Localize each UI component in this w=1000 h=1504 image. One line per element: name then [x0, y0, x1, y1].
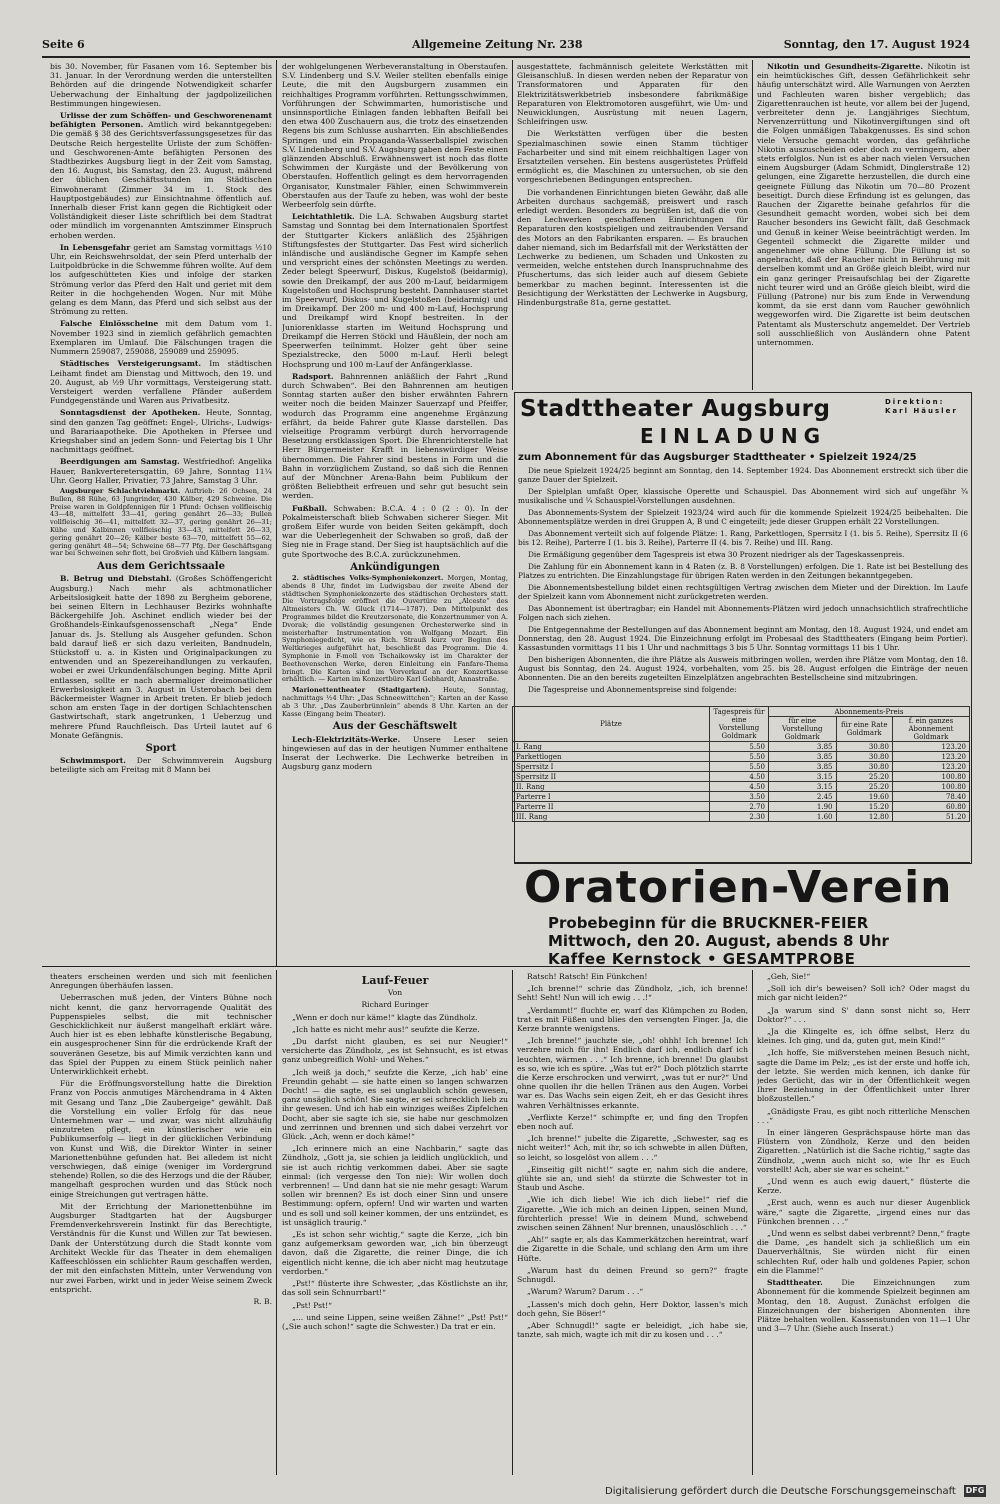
- story-text: „Einseitig gilt nicht!“ sagte er, nahm sich die andere, glühte sie an, und sieh! da stürzte die Schwester tot in Staub und Asche.: [517, 1164, 748, 1193]
- price-cell-platz: Parkettlogen: [513, 752, 710, 762]
- story-text: „Ich brenne!“ jauchzte sie, „oh! ohhh! Ich brenne! Ich verzehre mich für ihn! Endlich darf ich, endlich darf ich leuchten, wärmen . . .“ Ich brenne, ich brenne! Du glaubst es so, wie ich es spüre. „Was tut er?“ Doch plötzlich starrte die Kerze erschrocken und verwirrt, „was tut er nur?“ Und ohne quollen ihr die hellen Tränen aus den Augen. Vorbei war es. Das Wachs sein eigen Zeit, eh er das Gesicht ihres wahren Verhältnisses erkannte.: [517, 1036, 748, 1110]
- price-cell-v: 2.45: [769, 792, 837, 802]
- story-text: „Ja die Klingelte es, ich öffne selbst, Herz du kleines. Ich ging, und da, guten gut, mein Kind!“: [757, 1027, 970, 1046]
- column-rule: [276, 970, 277, 1475]
- theater-paragraph: Die neue Spielzeit 1924/25 beginnt am Sonntag, den 14. September 1924. Das Abonnement erstreckt sich über die ganze Dauer der Spielzeit.: [518, 466, 968, 484]
- price-cell-v: 3.85: [769, 752, 837, 762]
- article-text: Im städtischen Leihamt findet am Dienstag und Mittwoch, den 19. und 20. August, ab ½9 Uhr vormittags, Versteigerung statt. Versteigert werden verfallene Pfänder außerdem Fundgegenstände und Waren aus Privatbesitz.: [50, 359, 272, 406]
- lower-column-4: [757, 972, 970, 1472]
- price-row: [513, 742, 970, 752]
- price-cell-r: 30.80: [836, 742, 892, 752]
- story-text: „Ich hoffe, Sie mißverstehen meinen Besuch nicht, sagte die Dame im Pelz; „es ist der erste und hoffe ich, der letzte. Sie werden mich kennen, ich danke für jedes Gerücht, das wir in der Öffentlichkeit wegen Ihrer Beziehung in der Öffentlichkeit unter Ihrer bloßzustellen.“: [757, 1048, 970, 1104]
- theater-text: [518, 466, 968, 702]
- page-header: [42, 38, 970, 56]
- article-text: Die vorhandenen Einrichtungen bieten Gewähr, daß alle Arbeiten durchaus sachgemäß, preiswert und rasch erledigt werden. Besonders zu begrüßen ist, daß die von den Lechwerken geschaffenen Einrichtungen für Reparaturen den kostspieligen und zeitraubenden Versand des Motors an den Fabrikanten ersparen. — Es brauchen daher niemand, sich im Bedarfsfall mit der Werkstätten der Lechwerke zu bedienen, um Schaden und Unkosten zu vermeiden, welche entstehen durch Inanspruchnahme des Pfuschertums, das sich leider auch auf diesem Gebiete bemerkbar zu machen beginnt. Interessenten ist die Besichtigung der Werkstätten der Lechwerke in Augsburg, Hindenburgstraße 81a, gerne gestattet.: [517, 187, 748, 308]
- price-cell-v: 1.60: [769, 812, 837, 822]
- section-heading: Ankündigungen: [350, 561, 440, 573]
- article-text: Morgen, Montag, abends 8 Uhr, findet im Ludwigsbau der zweite Abend der städtischen Symphoniekonzerte des städtischen Orchesters statt. Die Vortragsfolge eröffnet die Ouvertüre zu „Alceste“ des Altmeisters Ch. W. Gluck (1714—1787). Den Mittelpunkt des Programmes bildet die Kreutzersonate, die Konzertnummer von A. Dvorak; die vollständig gesungenen Orchesterwerke sind in meisterhafter Instrumentation von Wolfgang Mozart. Ein Symphoniegedicht, wie es Rich. Strauß kurz vor Beginn des Weltkrieges aufgeführt hat, beschließt das Programm. Die 4. Symphonie in F-moll von Tschaikowsky ist im Charakter der Beethovenschen Werke, deren Einleitung ein Fanfare-Thema bringt. Die Karten sind im Vorverkauf an der Konzertkasse erhältlich. — Karten im Konzertbüro Karl Gebhardt, Annastraße.: [282, 573, 508, 684]
- price-cell-g: 100.80: [892, 772, 969, 782]
- article-text: Ueberraschen muß jeden, der Vinters Bühne noch nicht kennt, die ganz hervorragende Qualität des Puppenspieles selbst, die mit technischer Geschicklichkeit nur äußerst mangelhaft erklärt wäre. Auch hier ist es eben lebhafte künstlerische Begabung, ein ausgesprochener Sinn für die erdrückende Kraft der souveränen Gesetze, bis auf Mimik verzichten kann und das Spiel der Puppen zu einem Stück peinlich naher Unterwirklichkeit erhebt.: [50, 993, 272, 1077]
- theater-paragraph: Den bisherigen Abonnenten, die ihre Plätze als Ausweis mitbringen wollen, werden ihre Plätze vom Montag, den 18. August bis Sonntag, den 24. August 1924, vorbehalten, vom 25. bis 28. August erfolgen die Einträge der neuen Abonnenten. Die an den bereits zugeteilten Einzelplätzen angebrachten Bestellscheine sind mitzubringen.: [518, 655, 968, 682]
- article-head: Beerdigungen am Samstag.: [60, 457, 180, 467]
- theater-paragraph: Die Abonnementsbestellung bildet einen rechtsgültigen Vertrag zwischen dem Mieter und der Direktion. Im Laufe der Spielzeit kann vom Abonnement nicht zurückgetreten werden.: [518, 583, 968, 601]
- column-rule: [276, 60, 277, 966]
- article-head: B. Betrug und Diebstahl.: [60, 574, 172, 584]
- story-text: „Warum? Warum? Darum . . .“: [527, 1287, 644, 1297]
- theater-direction: Direktion: Karl Häusler: [885, 398, 958, 415]
- price-cell-r: 25.20: [836, 772, 892, 782]
- story-text: Ratsch! Ratsch! Ein Fünkchen!: [527, 972, 648, 981]
- hunting-text: bis 30. November, für Fasanen vom 16. September bis 31. Januar. In der Verordnung werden die unterstellten Behörden auf die dringende Notwendigkeit scharfer Ueberwachung der Einhaltung der jagdpolizeilichen Bestimmungen hingewiesen.: [50, 62, 272, 108]
- theater-invitation: EINLADUNG: [640, 424, 827, 448]
- story-title: Lauf-Feuer: [361, 974, 429, 987]
- signature: R. B.: [253, 1296, 272, 1306]
- price-cell-r: 19.60: [836, 792, 892, 802]
- price-cell-g: 60.80: [892, 802, 969, 812]
- price-cell-g: 123.20: [892, 752, 969, 762]
- price-table-body: [513, 742, 970, 822]
- article-head: Marionettentheater (Stadtgarten).: [292, 686, 431, 695]
- story-text: „Geh, Sie!“: [767, 972, 811, 981]
- article-text: theaters erscheinen werden und sich mit feenlichen Anregungen überhäufen lassen.: [50, 972, 272, 991]
- price-row: [513, 762, 970, 772]
- col-header-abo-ganz: f. ein ganzes Abonnement Goldmark: [892, 717, 969, 742]
- article-head: Fußball.: [292, 503, 328, 513]
- article-head: Augsburger Schlachtviehmarkt.: [60, 486, 181, 495]
- article-text: mit dem Datum vom 1. November 1923 sind in ziemlich gefährlich gemachten Exemplaren im Umlauf. Die Fälschungen tragen die Nummern 259087, 259088, 259089 und 259095.: [50, 319, 272, 357]
- price-cell-tag: 5.50: [710, 742, 769, 752]
- article-head: Städtisches Versteigerungsamt.: [60, 359, 202, 369]
- story-author: Richard Euringer: [361, 1000, 429, 1010]
- article-text: Bahnrennen anläßlich der Fahrt „Rund durch Schwaben“. Bei den Bahnrennen am heutigen Sonntag starten außer den bisher erwähnten Fahrern weiter noch die beiden Mainzer Sauerzapf und Pfeiffer, wodurch das Programm eine angenehme Ergänzung erfährt, da beide Fahrer gute Klasse darstellen. Das vielseitige Programm verbürgt durch hervorragende Besetzung erstklassigen Sport. Die Ehrenrichterstelle hat Herr Bürgermeister Krafft in liebenswürdiger Weise übernommen. Die Fahrer sind bestens in Form und die Bahn in vorzüglichem Zustand, so daß sich die Rennen auf der Münchner Arena-Bahn beim Publikum der größten Beliebtheit erfreuen und sehr gut besucht sein werden.: [282, 371, 508, 501]
- article-head: Falsche Einlösscheine: [60, 319, 159, 329]
- section-heading: Aus der Geschäftswelt: [332, 721, 458, 733]
- story-text: „Warum hast du deinen Freund so gern?“ fragte Schnugdl.: [517, 1265, 748, 1285]
- theater-paragraph: Der Spielplan umfaßt Oper, klassische Operette und Schauspiel. Das Abonnement wird sich auf ungefähr ¾ musikalische und ¼ Schauspiel-Vorstellungen ausdehnen.: [518, 487, 968, 505]
- article-text: ausgestattete, fachmännisch geleitete Werkstätten mit Gleisanschluß. In diesen werden neben der Reparatur von Transformatoren und Apparaten für den Elektrizitätswerkbetrieb insbesondere fabrikmäßige Reparaturen von Elektromotoren ausgeführt, wie Um- und Neuwicklungen, Ausrüstung mit neuen Lagern, Schleifringen usw.: [517, 62, 748, 127]
- theater-paragraph: Die Zahlung für ein Abonnement kann in 4 Raten (z. B. 8 Vorstellungen) erfolgen. Die 1. Rate ist bei Bestellung des Platzes zu entrichten. Die Einzahlungstage für übrigen Raten werden in den Zeitungen bekanntgegeben.: [518, 562, 968, 580]
- story-text: „Ich hatte es nicht mehr aus!“ seufzte die Kerze.: [292, 1024, 480, 1034]
- issue-date: Sonntag, den 17. August 1924: [783, 38, 970, 51]
- article-text: Nikotin ist ein heimtückisches Gift, dessen Gefährlichkeit sehr häufig unterschätzt wird. Alle Warnungen von Aerzten und Fachleuten waren bisher vergeblich; das Zigarettenrauchen ist heute, vor allem bei der Jugend, verbreiteter denn je. Langjähriges Siechtum, Nervenzerrüttung und Nikotinvergiftungen sind oft die Folgen unmäßigen Tabakgenusses. Es sind schon viele Versuche gemacht worden, das gefährliche Nikotin auszuscheiden oder doch zu verringern, aber stets erfolglos. Nun ist es aber nach vielen Versuchen einem Augsburger (Adam Schmidt, Dinglerstraße 12) gelungen, eine Zigarette herzustellen, die durch eine geeignete Füllung das Nikotin um 70—80 Prozent beseitigt. Durch diese Erfindung ist es gelungen, das Rauchen der Zigarette beinahe gefahrlos für die Gesundheit gemacht worden, wobei sich bei dem Raucher besonders ins Gewicht fällt, daß Geschmack und Genuß in keiner Weise beeinträchtigt werden. Im Gegenteil schmeckt die Zigarette milder und angenehmer wie ohne Füllung. Die Füllung ist so angebracht, daß der Raucher nicht in Berührung mit derselben kommt und an Größe gleich bleibt, wird nur ein ganz geringer Preisaufschlag bei der Zigarette nicht teurer wird und an Größe gleich bleibt, wird die Füllung (Patrone) nur bis zum Ende in Verwendung kommt, da sie erst dann vom Raucher gewöhnlich weggeworfen wird. Die Zigarette ist beim deutschen Patentamt als Musterschutz angemeldet. Der Vertrieb soll ausschließlich von Ausländern ohne Patent unternommen.: [757, 62, 970, 348]
- column-4: [757, 62, 970, 388]
- column-rule: [512, 60, 513, 390]
- story-text: „Pst!“ flüsterte ihre Schwester, „das Köstlichste an ihr, das soll sein Schnurrbart!“: [282, 1279, 508, 1298]
- section-heading: Aus dem Gerichtssaale: [97, 561, 225, 573]
- price-cell-tag: 4.50: [710, 782, 769, 792]
- price-cell-v: 3.85: [769, 742, 837, 752]
- story-text: „Ah!“ sagte er, als das Kammerkätzchen hereintrat, warf die Zigarette in die Schale, und schlang den Arm um ihre Hüfte.: [517, 1235, 748, 1263]
- lower-column-1: [50, 972, 272, 1472]
- price-row: [513, 772, 970, 782]
- article-head: Lech-Elektrizitäts-Werke.: [292, 734, 401, 744]
- theater-paragraph: Die Tagespreise und Abonnementspreise sind folgende:: [528, 685, 737, 694]
- article-text: Die Werkstätten verfügen über die besten Spezialmaschinen sowie einen Stamm tüchtiger Facharbeiter und sind mit einem reichhaltigen Lager von Ersatzteilen versehen. Ein bestens ausgerüstetes Prüffeld ermöglicht es, die Maschinen zu untersuchen, ob sie den vorgeschriebenen Bedingungen entsprechen.: [517, 129, 748, 185]
- price-cell-tag: 4.50: [710, 772, 769, 782]
- price-row: [513, 812, 970, 822]
- article-head: In Lebensgefahr: [60, 242, 131, 252]
- article-head: Leichtathletik.: [292, 212, 355, 222]
- story-text: „... und seine Lippen, seine weißen Zähne!“ „Pst! Pst!“ („Sie auch schon!“ sagte die Schwester.) Da trat er ein.: [282, 1312, 508, 1331]
- story-text: „Lassen's mich doch gehn, Herr Doktor, lassen's mich doch gehn, Sie Böser!“: [517, 1299, 748, 1318]
- col-header-abo: Abonnements-Preis: [769, 707, 970, 717]
- article-head: Schwimmsport.: [60, 756, 126, 766]
- article-text: Die L.A. Schwaben Augsburg startet Samstag und Sonntag bei dem Internationalen Sportfest der Stuttgarter Kickers anläßlich des 25jährigen Stiftungsfestes der Stuttgarter. Das Fest wird sicherlich inländische und ausländische Gegner im Kampfe sehen und verspricht eines der schönsten Meetings zu werden. Zeder belegt Speerwurf, Diskus, Kugelstoß (beidarmig), sowie den Dreikampf, der aus 200 m-Lauf, beidarmigem Kugelstoßen und Hochsprung besteht. Dannhauser startet im Speerwurf, Diskus- und Kugelstoßen (beidarmig) und im Dreikampf. Der 200 m- und 400 m-Lauf, Hochsprung und Dreikampf wird Knopf bestreiten. In der Juniorenklasse starten im Weitund Hochsprung und Dreikampf die Herren Stöckl und Häußlein, der noch am Speerwerfen teilnimmt. Holzer geht über seine Spezialstrecke, den 5000 m-Lauf. Herli belegt Hochsprung und 100 m-Lauf der Anfängerklasse.: [282, 212, 508, 369]
- story-text: „Wie ich dich liebe! Wie ich dich liebe!“ rief die Zigarette. „Wie ich mich an deinen Lippen, seinen Mund, fürchterlich presse! Wie in deinem Mund, schwebend zwischen seinen Zähnen! Nur brennen, unauslöschlich . . .“: [517, 1195, 748, 1233]
- price-cell-g: 78.40: [892, 792, 969, 802]
- article-head: Urlisse der zum Schöffen- und Geschworenenamt befähigten Personen.: [50, 111, 272, 130]
- price-cell-r: 12.80: [836, 812, 892, 822]
- price-cell-r: 30.80: [836, 752, 892, 762]
- price-row: [513, 782, 970, 792]
- article-text: Schwaben: B.C.A. 4 : 0 (2 : 0). In der Pokalmeisterschaft blieb Schwaben sicherer Sieger. Mit großem Eifer wurde von beiden Seiten gekämpft, doch war die Ueberlegenheit der Schwaben so groß, daß der Sieg nie in Frage stand. Der Sieg ist hauptsächlich auf die gute Sportwoche des B.C.A. zurückzunehmen.: [282, 503, 508, 559]
- price-cell-v: 3.15: [769, 782, 837, 792]
- header-rule: [42, 56, 970, 58]
- story-text: „Ich brenne!“ jubelte die Zigarette, „Schwester, sag es nicht weiter!“ Ach, mit ihr, so ich schwebte in allen Düften, so leicht, so losgelöst von allem . . .“: [517, 1134, 748, 1162]
- price-cell-v: 1.90: [769, 802, 837, 812]
- oratorien-line1: Probebeginn für die BRUCKNER-FEIER: [548, 914, 869, 932]
- lower-column-3: [517, 972, 748, 1472]
- price-cell-platz: I. Rang: [513, 742, 710, 752]
- oratorien-title: Oratorien-Verein: [524, 862, 953, 913]
- story-text: „Ja warum sind S' dann sonst nicht so, Herr Doktor?“ . . .: [757, 1005, 970, 1024]
- theater-paragraph: Die Entgegennahme der Bestellungen auf das Abonnement beginnt am Montag, den 18. August 1924, und endet am Donnerstag, den 28. August 1924. Die Einzeichnung erfolgt im Probesaal des Stadttheaters (Eingang beim Portier). Kassastunden vormittags 11 bis 1 Uhr und nachmittags 3 bis 5 Uhr. Sonntag vormittags 11 bis 1 Uhr.: [518, 625, 968, 652]
- article-text: Die Einzeichnungen zum Abonnement für die kommende Spielzeit beginnen am Montag, den 18. August. Zunächst erfolgen die Einzeichnungen der bisherigen Abonnenten ihre Plätze behalten wollen. Kassenstunden von 11—1 Uhr und 3—7 Uhr. (Siehe auch Inserat.): [757, 1278, 970, 1334]
- price-cell-g: 100.80: [892, 782, 969, 792]
- price-row: [513, 752, 970, 762]
- article-text: Für die Eröffnungsvorstellung hatte die Direktion Franz von Poccis anmutiges Märchendrama in 4 Akten mit Gesang und Tanz „Die Zaubergeige“ gewählt. Daß die Vorstellung ein voller Erfolg für das neue Unternehmen war — und zwar, was nicht allzuhäufig einzutreten pflegt, ein künstlerischer wie ein Publikumserfolg — liegt in der glücklichen Verbindung von Kunst und Wiß, die Direktor Winter in seiner Marionettenbühne gefunden hat. Bei alledem ist nicht verschwiegen, daß einige (weniger im Vordergrund stehende) Rollen, so die des Herzogs und die der Räuber, mangelhaft gesprochen wurden und das Stück noch einige Streichungen gut vertragen hätte.: [50, 1079, 272, 1199]
- digitization-credit: Digitalisierung gefördert durch die Deutsche Forschungsgemeinschaft: [605, 1486, 956, 1497]
- story-text: „Wenn er doch nur käme!“ klagte das Zündholz.: [292, 1012, 478, 1022]
- price-cell-tag: 3.50: [710, 792, 769, 802]
- column-rule: [752, 970, 753, 1475]
- section-heading: Sport: [145, 742, 177, 754]
- article-head: Nikotin und Gesundheits-Zigarette.: [767, 62, 923, 71]
- article-text: Amtlich wird bekanntgegeben: Die gemäß § 38 des Gerichtsverfassungsgesetzes für das Deutsche Reich hergestellte Urliste der zum Schöffen- und Geschworenen-Amte befähigten Personen des Stadtbezirkes Augsburg liegt in der Zeit vom Samstag, den 16. August, bis Samstag, den 23. August, mährend der üblichen Geschäftsstunden im Städtischen Einwohneramt (Zimmer 34 im 1. Stock des Hauptpostgebäudes) zur Einsichtnahme öffentlich auf. Innerhalb dieser Frist kann gegen die Richtigkeit oder Vollständigkeit dieser Liste schriftlich bei dem Stadtrat oder mündlich im vorgenannten Amtszimmer Einspruch erhoben werden.: [50, 120, 272, 240]
- price-cell-platz: Parterre I: [513, 792, 710, 802]
- price-cell-tag: 2.70: [710, 802, 769, 812]
- story-text: „Verflixte Kerze!“ schimpfte er, und fing den Tropfen eben noch auf.: [517, 1112, 748, 1132]
- theater-paragraph: Das Abonnement ist übertragbar; ein Handel mit Abonnements-Plätzen wird jedoch unnachsichtlich strafrechtliche Folgen nach sich ziehen.: [518, 604, 968, 622]
- article-text: Mit der Errichtung der Marionettenbühne im Augsburger Stadtgarten hat der Augsburger Fremdenverkehrsverein Instinkt für das Berechtigte, Verständnis für die Kunst und Willen zur Tat bewiesen. Dank der Unterstützung durch die Stadt konnte vom Architekt Weckle für das Theater in dem ehemaligen Kaffeeschlössen ein schlichter Raum geschaffen werden, der mit den einfachsten Mitteln, unter Verwendung von nur zwei Farben, wirkt und in jeder Weise seinem Zweck entspricht.: [50, 1201, 272, 1294]
- col-header-abo-rate: für eine Rate Goldmark: [836, 717, 892, 742]
- article-text: (Großes Schöffengericht Augsburg.) Nach mehr als achtmonatlicher Arbeitslosigkeit hatte der 1898 zu Bergheim geborene, bei seinen Eltern in Lechhauser Bezirks wohnhafte Bäckergehilfe Joh. Aschinet endlich wieder bei der Großhandels-Einkaufsgenossenschaft „Nega“ Ende Januar ds. Js. Stellung als Ausgeher gefunden. Schon bald darauf ließ er sich dazu verleiten, Bandnudeln, Stückstoff u. a. in Kisten und Originalpackungen zu entwenden und an Spezereihandlungen zu verkaufen, wobei er zwei Urkundenfälschungen beging. Mitte April entlassen, sollte er nach abermaliger dreimonatlicher Erwerbslosigkeit am 3. August in Usterobach bei dem Bäckermeister Wagner in Arbeit treten. Er blieb jedoch schon am ersten Tage in der dortigen Schlachtenschen Gastwirtschaft, stark angetrunken, 1 Ueberzug und mehrere Pfund Rauchfleisch. Das Urteil lautet auf 6 Monate Gefängnis.: [50, 574, 272, 740]
- story-text: „Aber Schnugdl!“ sagte er beleidigt, „ich habe sie, tanzte, sah mich, wagte ich mit dir zu kosen und . . .“: [517, 1320, 748, 1340]
- price-cell-r: 30.80: [836, 762, 892, 772]
- article-head: Stadttheater.: [767, 1278, 823, 1288]
- column-2: [282, 62, 508, 964]
- story-text: „Es ist schon sehr wichtig,“ sagte die Kerze, „ich bin ganz aufgemerksam geworden war, „ich bin überzeugt davon, daß die Zigarette, die reiner Dinge, die ich eigentlich nicht kenne, die ich aber nicht mag heutzutage verdorben.“: [282, 1230, 508, 1276]
- price-table: [512, 706, 970, 822]
- column-rule: [512, 970, 513, 1475]
- dfg-logo: DFG: [965, 1486, 985, 1495]
- article-text: Auftrieb: 26 Ochsen, 24 Bullen, 88 Rühe, 63 Jungrinder, 430 Kälber, 429 Schweine. Die Preise waren in Goldpfennigen für 1 Pfund: Ochsen vollfleischig 43—48, mittelfett 33—41, gering genährt 26—33; Bullen vollfleischig 36—41, mittelfett 32—37, gering genährt 26—31; Kühe und Kalbinnen vollfleischig 33—43, mittelfett 26—33, gering genährt 20—26; Kälber beste 63—70, mittelfett 55—62, gering genährt 48—54; Schweine 68—77 Pfg. Der Geschäftsgang war bei Schweinen sehr flott, bei Großvieh und Kälbern langsam.: [50, 486, 272, 558]
- lower-column-2: [282, 972, 508, 1472]
- newspaper-title: Allgemeine Zeitung Nr. 238: [412, 38, 583, 51]
- story-text: „Pst! Pst!“: [292, 1300, 333, 1310]
- theater-paragraph: Die Ermäßigung gegenüber dem Tagespreis ist etwa 30 Prozent niedriger als der Tageskassenpreis.: [528, 550, 905, 559]
- story-text: „Verdammt!“ fluchte er, warf das Klümpchen zu Boden, trat es mit Füßen und blies den versengten Finger. Ja, die Kerze brannte wenigstens.: [517, 1005, 748, 1034]
- price-cell-platz: Sperrsitz I: [513, 762, 710, 772]
- article-text: geriet am Samstag vormittags ½10 Uhr, ein Reichswehrsoldat, der sein Pferd unterhalb der Luitpoldbrücke in die Schwemme führen wollte. Auf dem los aufgeschütteten Kies und infolge der starken Strömung verlor das Pferd den Halt und geriet mit dem Reiter in die hochgehenden Wogen. Nur mit Mühe gelang es dem Mann, das Pferd und sich selbst aus der Strömung zu retten.: [50, 242, 272, 317]
- article-text: Heute, Sonntag, nachmittags ½4 Uhr: „Das Schneewittchen“; Karten an der Kasse ab 3 Uhr. „Das Zauberbrünnlein“ abends 8 Uhr. Karten an der Kasse (Eingang beim Theater).: [282, 686, 508, 718]
- price-cell-v: 3.85: [769, 762, 837, 772]
- col-header-tagespreis: Tagespreis für eine Vorstellung Goldmark: [710, 707, 769, 742]
- article-text: Der Schwimmverein Augsburg beteiligte sich am Freitag mit 8 Mann bei: [50, 756, 272, 775]
- price-cell-tag: 2.30: [710, 812, 769, 822]
- oratorien-line2: Mittwoch, den 20. August, abends 8 Uhr: [548, 932, 889, 950]
- price-row: [513, 792, 970, 802]
- theater-subtitle: zum Abonnement für das Augsburger Stadttheater • Spielzeit 1924/25: [518, 452, 917, 463]
- oratorien-line3: Kaffee Kernstock • GESAMTPROBE: [548, 950, 856, 968]
- story-text: „Und wenn es auch ewig dauert,“ flüsterte die Kerze.: [757, 1177, 970, 1196]
- article-head: 2. städtisches Volks-Symphoniekonzert.: [292, 573, 444, 582]
- price-cell-r: 25.20: [836, 782, 892, 792]
- price-cell-tag: 5.50: [710, 752, 769, 762]
- story-text: „Ich erinnere mich an eine Nachbarin,“ sagte das Zündholz, „Gott ja, sie schien ja leidlich unglücklich, und sie ist auch richtig verkommen dabei. Aber sie sagte einmal: (ich vergesse den Ton nie): Wir wollen doch verbrennen! — Und dann hat sie nie mehr gesagt: Warum sollen wir brennen? Es ist doch einer Sinn und unsere Bestimmung: opfern, opfern! Und wir warten und warten und es soll und soll keiner kommen, der uns entzündet, es ist unsäglich traurig.“: [282, 1144, 508, 1227]
- price-cell-tag: 5.50: [710, 762, 769, 772]
- article-head: Sonntagsdienst der Apotheken.: [60, 408, 201, 418]
- price-cell-r: 15.20: [836, 802, 892, 812]
- story-text: „Gnädigste Frau, es gibt noch ritterliche Menschen . . .“: [757, 1106, 970, 1125]
- price-row: [513, 802, 970, 812]
- theater-paragraph: Das Abonnement verteilt sich auf folgende Plätze: 1. Rang, Parkettlogen, Sperrsitz I (1. bis 5. Reihe), Sperrsitz II (6 bis 12. Reihe), Parterre I (1. bis 3. Reihe), Parterre II (4. bis 7. Reihe) und III. Rang.: [518, 529, 968, 547]
- price-cell-platz: III. Rang: [513, 812, 710, 822]
- story-text: „Und wenn es selbst dabei verbrennt? Denn,“ fragte die Dame, „es handelt sich ja schließlich um ein Dauerverhältnis, Sie würden nicht für einen schlechten Ruf, oder halb und goldenes Papier, schon ein die Flamme!“: [757, 1229, 970, 1275]
- theater-paragraph: Das Abonnements-System der Spielzeit 1923/24 wird auch für die kommende Spielzeit 1924/25 beibehalten. Die Abonnementsplätze werden in drei Gruppen A, B und C eingeteilt; jede dieser Gruppen erhält 22 Vorstellungen.: [518, 508, 968, 526]
- story-by: Von: [387, 988, 403, 998]
- story-text: „Soll ich dir's beweisen? Soll ich? Oder magst du mich gar nicht leiden?“: [757, 984, 970, 1003]
- col-header-plaetze: Plätze: [513, 707, 710, 742]
- column-3: [517, 62, 748, 388]
- price-cell-platz: Parterre II: [513, 802, 710, 812]
- price-cell-platz: II. Rang: [513, 782, 710, 792]
- story-text: „Ich weiß ja doch,“ seufzte die Kerze, „ich hab’ eine Freundin gehabt — sie hatte einen so langen schwarzen Docht! — die sagte, es sei unglaublich schön gewesen, ganz unsäglich schön! Sie sagte, er sei schrecklich lieb zu ihr gewesen. Und ich hab ein winziges weißes Zipfelchen Docht, aber sie sagte ich sie, sie habe nur geschmolzen und zerrinnen und brennen und sich dabei verzehrt vor Glück. „Ach, wenn er doch käme!“: [282, 1067, 508, 1142]
- page-number: Seite 6: [42, 38, 85, 51]
- article-text: Unsere Leser seien hingewiesen auf das in der heutigen Nummer enthaltene Inserat der Lechwerke. Die Lechwerke betreiben in Augsburg ganz modern: [282, 734, 508, 772]
- story-text: In einer längeren Gesprächspause hörte man das Flüstern von Zündholz, Kerze und den beiden Zigaretten. „Natürlich ist die Sache richtig,“ sagte das Zündholz, „wenn auch nicht so, wie Ihr es Euch vorstellt! Ach, aber sie war es scheint.“: [757, 1128, 970, 1174]
- theater-title: Stadttheater Augsburg: [520, 396, 831, 422]
- price-cell-platz: Sperrsitz II: [513, 772, 710, 782]
- story-text: „Du darfst nicht glauben, es sei nur Neugier!“ versicherte das Zündholz, „es ist Sehnsucht, es ist etwas ganz unbegreiflich Wohl- und Wehes.“: [282, 1037, 508, 1065]
- column-1: [50, 62, 272, 964]
- price-cell-v: 3.15: [769, 772, 837, 782]
- article-head: Radsport.: [292, 371, 334, 381]
- col-header-abo-vorstellung: für eine Vorstellung Goldmark: [769, 717, 837, 742]
- story-text: „Ich brenne!“ schrie das Zündholz, „ich, ich brenne! Seht! Seht! Nun will ich ewig . . .!“: [517, 984, 748, 1003]
- price-cell-g: 51.20: [892, 812, 969, 822]
- article-text: Heute, Sonntag, sind den ganzen Tag geöffnet: Engel-, Ulrichs-, Ludwigs- und Barariaapotheke. Die Apotheken in Pfersee und Kriegshaber sind an jedem Sonn- und Feiertag bis 1 Uhr nachmittags geöffnet.: [50, 408, 272, 455]
- article-text: der wohlgelungenen Werbeveranstaltung in Oberstaufen. S.V. Lindenberg und S.V. Weiler stellten ebenfalls einige Leute, die mit den Augsburgern zusammen ein reichhaltiges Programm vorführten. Rettungsschwimmen, Vorführungen der Schwimmarten, humoristische und unsinnsportliche Einlagen fanden lebhaften Beifall bei den etwa 400 Zuschauern aus, die trotz des einsetzenden Regens bis zum Schlusse ausharrten. Ein abschließendes Springen und ein Propaganda-Wasserballspiel zwischen S.V. Lindenberg und S.V. Augsburg gaben dem Feste einen glänzenden Abschluß. Erwähnenswert ist noch das flotte Schwimmen der Kurgäste und der Bevölkerung von Oberstaufen. Hoffentlich gelingt es dem hervorragenden Organisator, Kunstmaler Fähler, einen Schwimmverein Oberstaufen aus der Taufe zu heben, was wohl der beste Werbeerfolg sein dürfte.: [282, 62, 508, 210]
- column-rule: [752, 60, 753, 390]
- article-text: Westfriedhof: Angelika Hauer, Bankverteretersgattin, 69 Jahre, Sonntag 11¼ Uhr. Georg Haller, Privatier, 73 Jahre, Samstag 3 Uhr.: [50, 457, 272, 485]
- price-cell-g: 123.20: [892, 742, 969, 752]
- story-text: „Erst auch, wenn es auch nur dieser Augenblick wäre,“ sagte die Zigarette, „irgend eines nur das Fünkchen brennen . . .“: [757, 1198, 970, 1226]
- price-cell-g: 123.20: [892, 762, 969, 772]
